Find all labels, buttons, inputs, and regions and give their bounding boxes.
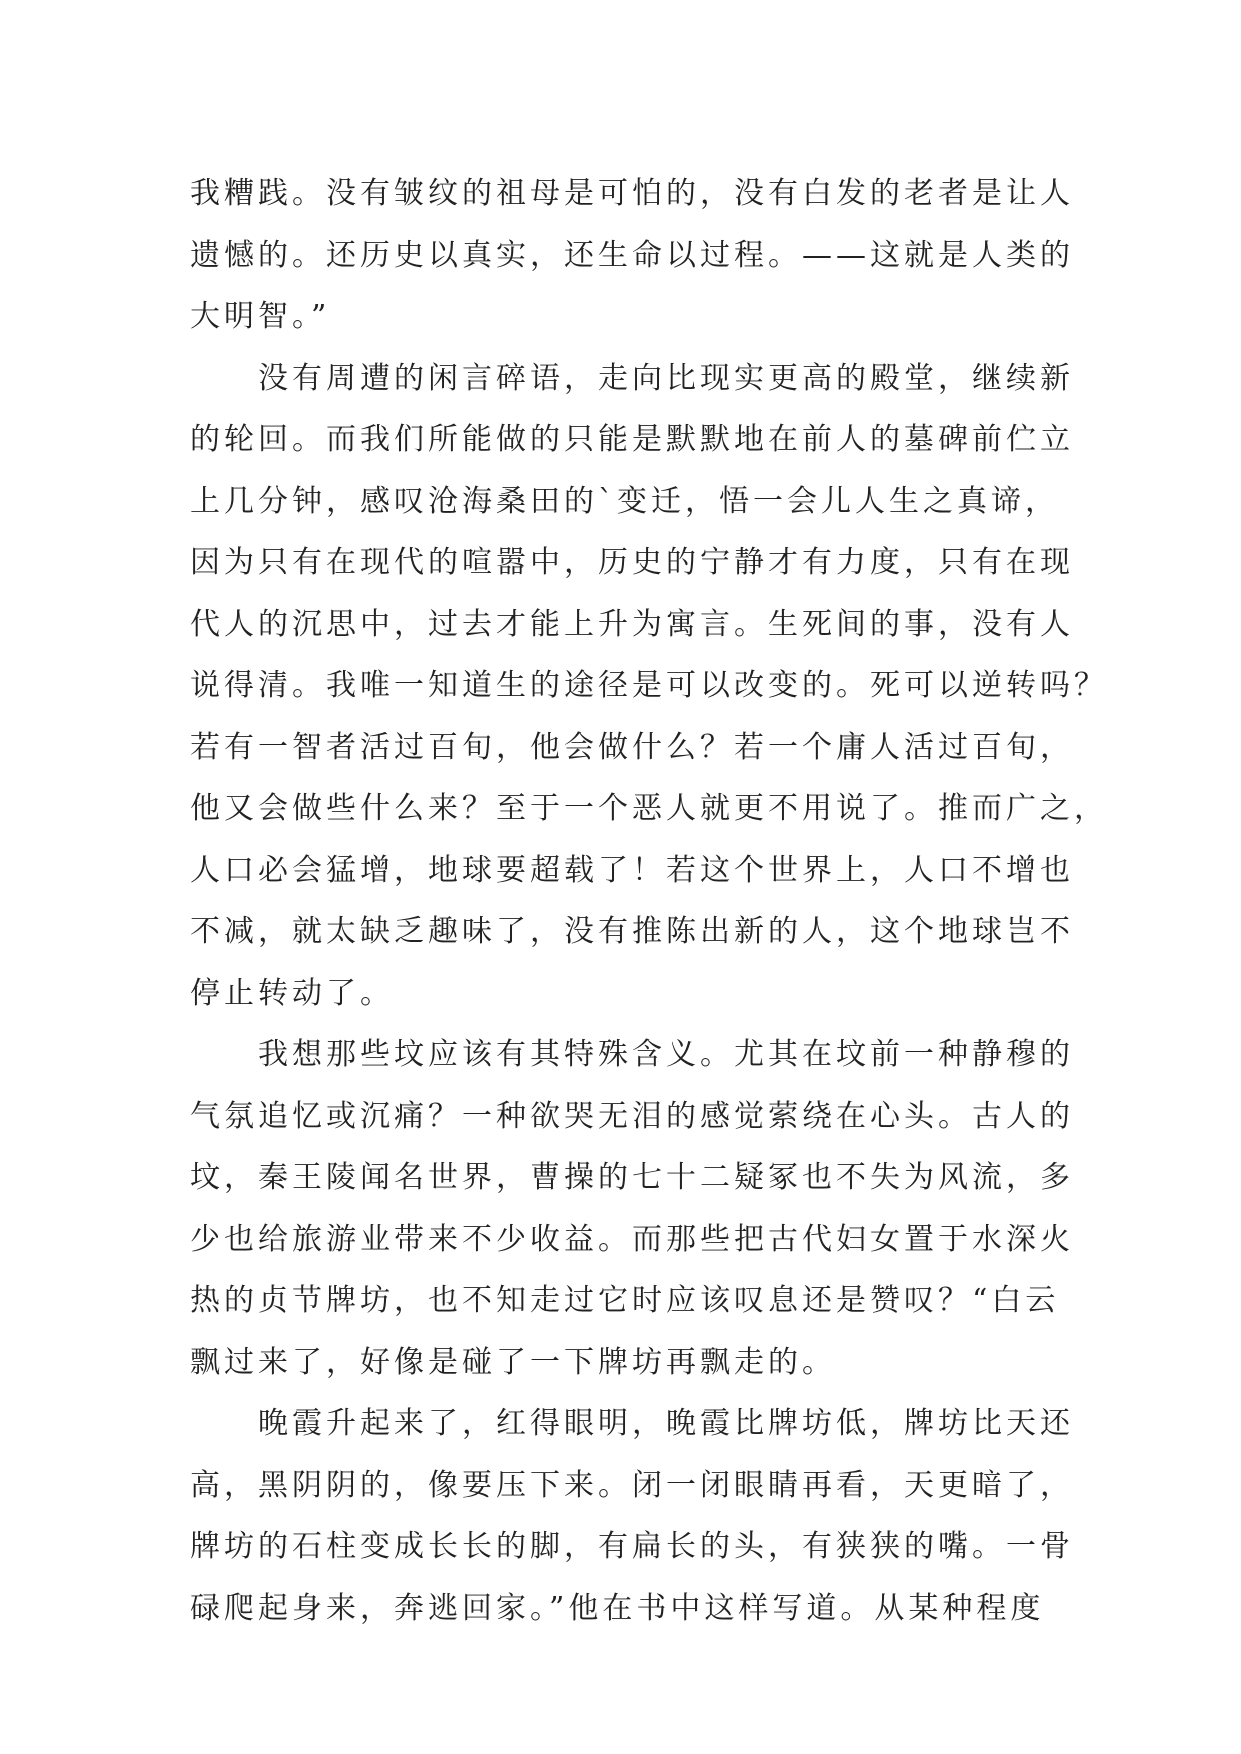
text-line: 若有一智者活过百旬，他会做什么？若一个庸人活过百旬， bbox=[190, 729, 1074, 765]
text-line: 因为只有在现代的喧嚣中，历史的宁静才有力度，只有在现 bbox=[190, 545, 1074, 580]
text-line: 上几分钟，感叹沧海桑田的`变迁，悟一会儿人生之真谛， bbox=[190, 483, 1059, 519]
text-line: 碌爬起身来，奔逃回家。”他在书中这样写道。从某种程度 bbox=[190, 1590, 1045, 1626]
paragraph-start-line: 我想那些坟应该有其特殊含义。尤其在坟前一种静穆的 bbox=[258, 1037, 1074, 1072]
text-line: 我糟践。没有皱纹的祖母是可怕的，没有白发的老者是让人 bbox=[190, 176, 1074, 211]
text-line: 人口必会猛增，地球要超载了！若这个世界上，人口不增也 bbox=[190, 852, 1074, 888]
text-line: 的轮回。而我们所能做的只能是默默地在前人的墓碑前伫立 bbox=[190, 422, 1074, 457]
text-line: 高，黑阴阴的，像要压下来。闭一闭眼睛再看，天更暗了， bbox=[190, 1467, 1074, 1503]
text-line: 遗憾的。还历史以真实，还生命以过程。——这就是人类的 bbox=[190, 237, 1074, 273]
text-line: 牌坊的石柱变成长长的脚，有扁长的头，有狭狭的嘴。一骨 bbox=[190, 1529, 1074, 1564]
paragraph-start-line: 晚霞升起来了，红得眼明，晚霞比牌坊低，牌坊比天还 bbox=[258, 1406, 1074, 1441]
text-line: 坟，秦王陵闻名世界，曹操的七十二疑冢也不失为风流，多 bbox=[190, 1160, 1074, 1195]
body-text bbox=[190, 163, 1108, 1639]
text-line: 不减，就太缺乏趣味了，没有推陈出新的人，这个地球岂不 bbox=[190, 914, 1074, 949]
text-line: 大明智。” bbox=[190, 299, 331, 334]
text-line: 说得清。我唯一知道生的途径是可以改变的。死可以逆转吗？ bbox=[190, 668, 1108, 703]
text-line: 代人的沉思中，过去才能上升为寓言。生死间的事，没有人 bbox=[190, 606, 1074, 642]
text-line: 气氛追忆或沉痛？一种欲哭无泪的感觉萦绕在心头。古人的 bbox=[190, 1098, 1074, 1134]
paragraph-start-line: 没有周遭的闲言碎语，走向比现实更高的殿堂，继续新 bbox=[258, 360, 1074, 396]
text-line: 热的贞节牌坊，也不知走过它时应该叹息还是赞叹？“白云 bbox=[190, 1283, 1060, 1318]
text-line: 飘过来了，好像是碰了一下牌坊再飘走的。 bbox=[190, 1344, 836, 1380]
text-line: 少也给旅游业带来不少收益。而那些把古代妇女置于水深火 bbox=[190, 1221, 1074, 1257]
text-line: 停止转动了。 bbox=[190, 975, 394, 1011]
text-line: 他又会做些什么来？至于一个恶人就更不用说了。推而广之， bbox=[190, 791, 1108, 826]
